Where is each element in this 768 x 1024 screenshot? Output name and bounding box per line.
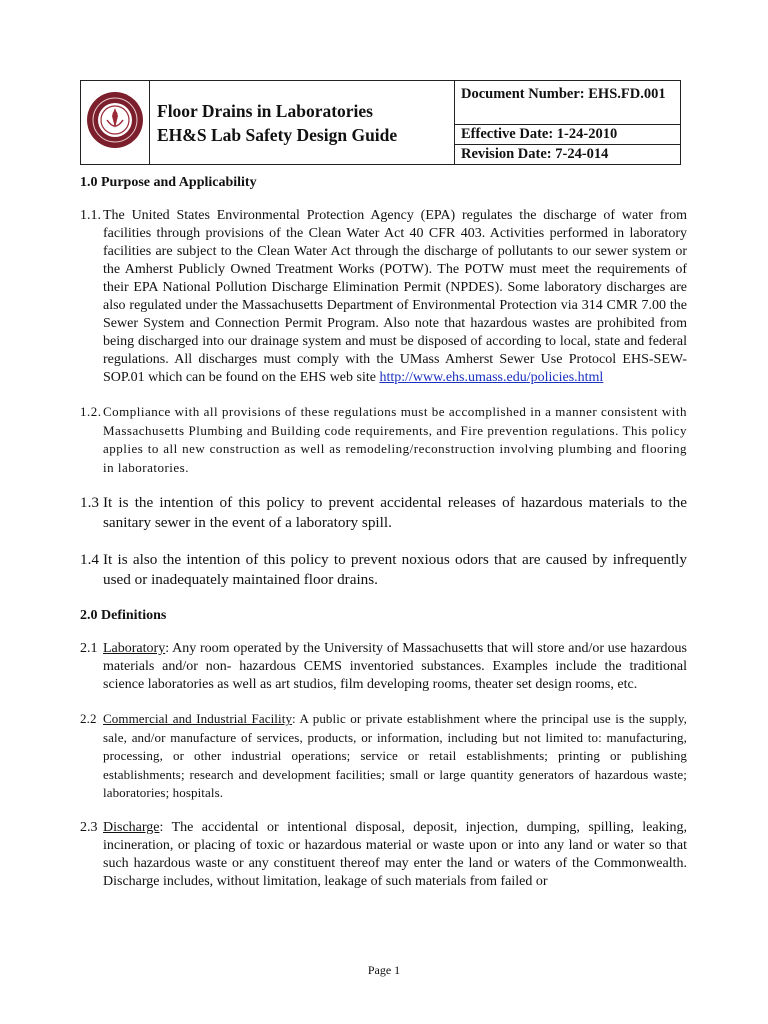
- document-title: Floor Drains in Laboratories: [157, 100, 373, 121]
- revision-date: Revision Date: 7-24-014: [455, 145, 681, 165]
- paragraph-1-1: [80, 207, 687, 387]
- definition-term: Commercial and Industrial Facility: [103, 711, 293, 726]
- paragraph-number: 1.4: [80, 551, 99, 568]
- paragraph-text: It is also the intention of this policy to prevent noxious odors that are caused by infrequently used or inadequately maintained floor drains.: [103, 551, 687, 588]
- title-cell: [150, 81, 455, 165]
- definition-term: Laboratory: [103, 641, 166, 656]
- university-seal-icon: [85, 90, 145, 150]
- paragraph-1-4: [80, 550, 687, 590]
- page-number: Page 1: [367, 963, 401, 977]
- document-subtitle: EH&S Lab Safety Design Guide: [157, 124, 398, 145]
- paragraph-1-2: [80, 403, 687, 477]
- definition-term: Discharge: [103, 819, 160, 835]
- paragraph-text: The United States Environmental Protection Agency (EPA) regulates the discharge of water from facilities through provisions of the Clean Water Act 40 CFR 403. Activities performed in laboratory facilities are subject to the Clean Water Act through the discharge of pollutants to our sewer system or the Amherst Publicly Owned Treatment Works (POTW). The POTW must meet the requirements of their EPA National Pollution Discharge Elimination Permit (NPDES). Some laboratory discharges are also regulated under the Massachusetts Department of Environmental Protection via 314 CMR 7.00 the Sewer System and Connection Permit Program. Also note that hazardous wastes are prohibited from being discharged into our drainage system and must be disposed of according to local, state and federal regulations. All discharges must comply with the UMass Amherst Sewer Use Protocol EHS-SEW-SOP.01 which can be found on the EHS web site: [103, 208, 687, 385]
- paragraph-number: 1.2.: [80, 404, 102, 419]
- ehs-policies-link[interactable]: http://www.ehs.umass.edu/policies.html: [379, 370, 604, 385]
- paragraph-number: 2.2: [80, 711, 97, 726]
- document-body: [80, 175, 687, 891]
- definition-2-2: [80, 710, 687, 803]
- definition-text: : Any room operated by the University of Massachusetts that will store and/or use hazardous materials and/or non- hazardous CEMS inventoried substances. Examples include the traditional science laboratories as well as art studios, film developing rooms, theater set design rooms, etc.: [103, 641, 687, 692]
- paragraph-1-3: [80, 493, 687, 533]
- section-heading: 2.0 Definitions: [80, 608, 167, 623]
- paragraph-number: 1.1.: [80, 208, 101, 223]
- paragraph-text: Compliance with all provisions of these regulations must be accomplished in a manner consistent with Massachusetts Plumbing and Building code requirements, and Fire prevention regulations. This policy applies to all new construction as well as remodeling/reconstruction involving plumbing and flooring in laboratories.: [103, 404, 687, 475]
- document-number: Document Number: EHS.FD.001: [455, 81, 681, 125]
- definition-2-1: [80, 640, 687, 694]
- paragraph-number: 1.3: [80, 494, 99, 511]
- definition-text: : The accidental or intentional disposal, deposit, injection, dumping, spilling, leaking, incineration, or placing of toxic or hazardous material or waste upon or into any land or water so that such hazardous waste or any constituent thereof may enter the land or waters of the Commonwealth. Discharge includes, without limitation, leakage of such materials from failed or: [103, 819, 687, 889]
- paragraph-number: 2.1: [80, 641, 98, 656]
- section-heading: 1.0 Purpose and Applicability: [80, 175, 257, 190]
- definition-text: : A public or private establishment where the principal use is the supply, sale, and/or manufacture of services, products, or information, including but not limited to: manufacturing, processing, or other industrial operations; service or retail establishments; printing or publishing establishments; research and development facilities; small or large quantity generators of hazardous waste; laboratories; hospitals.: [103, 711, 688, 800]
- document-header: [80, 80, 681, 165]
- definition-2-3: [80, 819, 687, 891]
- seal-cell: [81, 81, 150, 165]
- effective-date: Effective Date: 1-24-2010: [455, 125, 681, 145]
- paragraph-text: It is the intention of this policy to prevent accidental releases of hazardous materials to the sanitary sewer in the event of a laboratory spill.: [103, 494, 687, 531]
- paragraph-number: 2.3: [80, 819, 98, 835]
